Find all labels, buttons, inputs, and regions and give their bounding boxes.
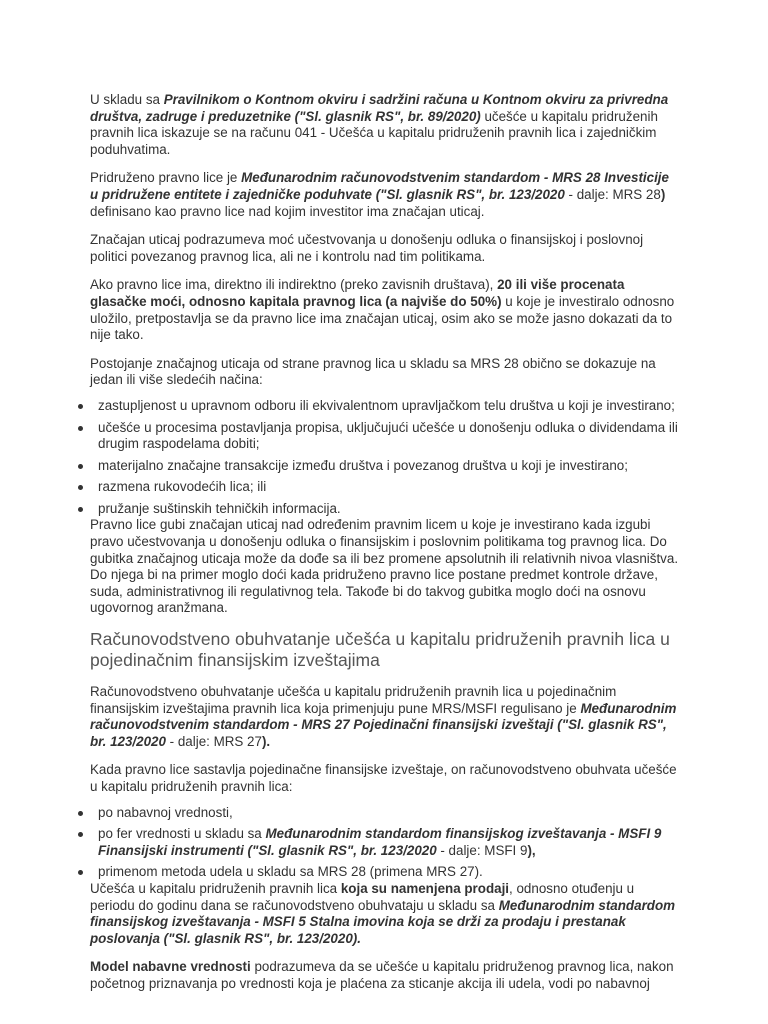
list-item-text: učešće u procesima postavljanja propisa, uključujući učešće u donošenju odluka o dividendama ili drugim raspodelama dobiti; <box>98 419 678 452</box>
bullet-icon <box>78 811 83 816</box>
section-heading: Računovodstveno obuhvatanje učešća u kapitalu pridruženih pravnih lica u pojedinačnim finansijskim izveštajima <box>90 629 670 671</box>
text: učešće u kapitalu pridruženih pravnih lica iskazuje se na računu 041 - Učešća u kapitalu pridruženih pravnih lica i zajedničkim poduhvatima. <box>90 108 658 157</box>
text: definisano kao pravno lice nad kojim investitor ima značajan uticaj. <box>90 203 485 219</box>
paragraph-significant-influence: Značajan uticaj podrazumeva moć učestvovanja u donošenju odluka o finansijskoj i poslovnoj politici povezanog pravnog lica, ali ne i kontrolu nad tim politikama. <box>90 232 644 264</box>
text: - dalje: MRS 27 <box>165 733 262 749</box>
list-item <box>90 458 680 475</box>
standard-reference: Međunarodnim računovodstvenim standardom - MRS 28 Investicije u pridružene entitete i zajedničke poduhvate ("Sl. glasnik RS", br. 123/2020 <box>90 170 669 202</box>
text: U skladu sa <box>90 92 164 107</box>
list-item <box>90 420 680 453</box>
accounting-methods-list <box>90 805 680 881</box>
paragraph-held-for-sale <box>90 881 680 947</box>
text: ), <box>527 842 536 858</box>
list-item-text: materijalno značajne transakcije između društva i povezanog društva u koji je investirano; <box>98 457 628 473</box>
standard-reference: Međunarodnim standardom finansijskog izveštavanja - MSFI 9 Finansijski instrumenti ("Sl. glasnik RS", br. 123/2020 <box>98 826 662 858</box>
standard-reference: Međunarodnim računovodstvenim standardom - MRS 27 Pojedinačni finansijski izveštaji ("Sl. glasnik RS", br. 123/2020 <box>90 700 677 749</box>
list-item-text: primenom metoda udela u skladu sa MRS 28 (primena MRS 27). <box>98 864 483 880</box>
paragraph-threshold <box>90 277 680 343</box>
standard-reference: Međunarodnim standardom finansijskog izveštavanja - MSFI 5 Stalna imovina koja se drži za prodaju i prestanak poslovanja ("Sl. glasnik RS", br. 123/2020). <box>90 897 676 946</box>
list-item-text: pružanje suštinskih tehničkih informacija. <box>98 500 341 516</box>
text: , odnosno otuđenju u periodu do godinu dana se računovodstveno obuhvataju u skladu sa <box>90 880 635 913</box>
influence-indicators-list <box>90 398 680 518</box>
list-item <box>90 501 680 518</box>
text: ) <box>660 186 666 202</box>
text: - dalje: MSFI 9 <box>436 842 528 858</box>
held-for-sale-bold: koja su namenjena prodaji <box>340 880 510 896</box>
paragraph-intro <box>90 92 680 158</box>
text: Ako pravno lice ima, direktno ili indirektno (preko zavisnih društava), <box>90 277 498 293</box>
text: Računovodstveno obuhvatanje učešća u kapitalu pridruženih pravnih lica u pojedinačnim finansijskim izveštajima pravnih lica koja primenjuju pune MRS/MSFI regulisano je <box>90 684 617 716</box>
paragraph-loss-of-influence: Pravno lice gubi značajan uticaj nad određenim pravnim licem u koje je investirano kada izgubi pravo učestvovanja u donošenju odluka o finansijskim i poslovnim politikama tog pravnog lica. Do gubitka značajnog uticaja može da dođe sa ili bez promene apsolutnih ili relativnih nivoa vlasništva. Do njega bi na primer moglo doći kada pridruženo pravno lice postane predmet kontrole države, suda, administrativnog ili regulativnog tela. Takođe bi do takvog gubitka moglo doći na osnovu ugovornog aranžmana. <box>90 517 679 616</box>
document-body <box>90 92 680 1005</box>
text: Učešća u kapitalu pridruženih pravnih lica <box>90 880 341 896</box>
text: u koje je investiralo odnosno uložilo, pretpostavlja se da pravno lice ima značajan uticaj, osim ako se može jasno dokazati da to nije tako. <box>90 293 675 343</box>
bullet-icon <box>78 404 83 409</box>
bullet-icon <box>78 832 83 837</box>
paragraph-definition <box>90 170 680 220</box>
list-item <box>90 479 680 496</box>
list-item <box>90 864 680 881</box>
list-item-text: zastupljenost u upravnom odboru ili ekvivalentnom upravljačkom telu društva u koji je investirano; <box>98 397 675 413</box>
paragraph-cost-model <box>90 959 680 992</box>
list-item-text: po nabavnoj vrednosti, <box>98 804 233 820</box>
paragraph-separate-statements: Kada pravno lice sastavlja pojedinačne finansijske izveštaje, on računovodstveno obuhvata učešće u kapitalu pridruženih pravnih lica: <box>90 762 677 794</box>
bullet-icon <box>78 507 83 512</box>
bullet-icon <box>78 870 83 875</box>
list-item <box>90 398 680 415</box>
text: ). <box>261 733 271 749</box>
threshold-bold: 20 ili više procenata glasačke moći, odnosno kapitala pravnog lica (a najviše do 50%) <box>90 277 625 309</box>
paragraph-accounting <box>90 684 680 750</box>
list-item <box>90 805 680 822</box>
bullet-icon <box>78 426 83 431</box>
list-item-text: razmena rukovodećih lica; ili <box>98 479 267 495</box>
text: podrazumeva da se učešće u kapitalu pridruženog pravnog lica, nakon početnog priznavanja po vrednosti koja je plaćena za sticanje akcija ili udela, vodi po nabavnoj <box>90 959 674 991</box>
list-item <box>90 826 680 859</box>
text: po fer vrednosti u skladu sa <box>98 826 266 842</box>
text: - dalje: MRS 28 <box>564 186 661 202</box>
bullet-icon <box>78 464 83 469</box>
regulation-reference: Pravilnikom o Kontnom okviru i sadržini računa u Kontnom okviru za privredna društva, zadruge i preduzetnike ("Sl. glasnik RS", br. 89/2020) <box>90 92 669 124</box>
paragraph-evidence: Postojanje značajnog uticaja od strane pravnog lica u skladu sa MRS 28 obično se dokazuje na jedan ili više sledećih načina: <box>90 355 656 388</box>
text: Pridruženo pravno lice je <box>90 170 242 186</box>
bullet-icon <box>78 485 83 490</box>
cost-model-bold: Model nabavne vrednosti <box>90 959 251 975</box>
